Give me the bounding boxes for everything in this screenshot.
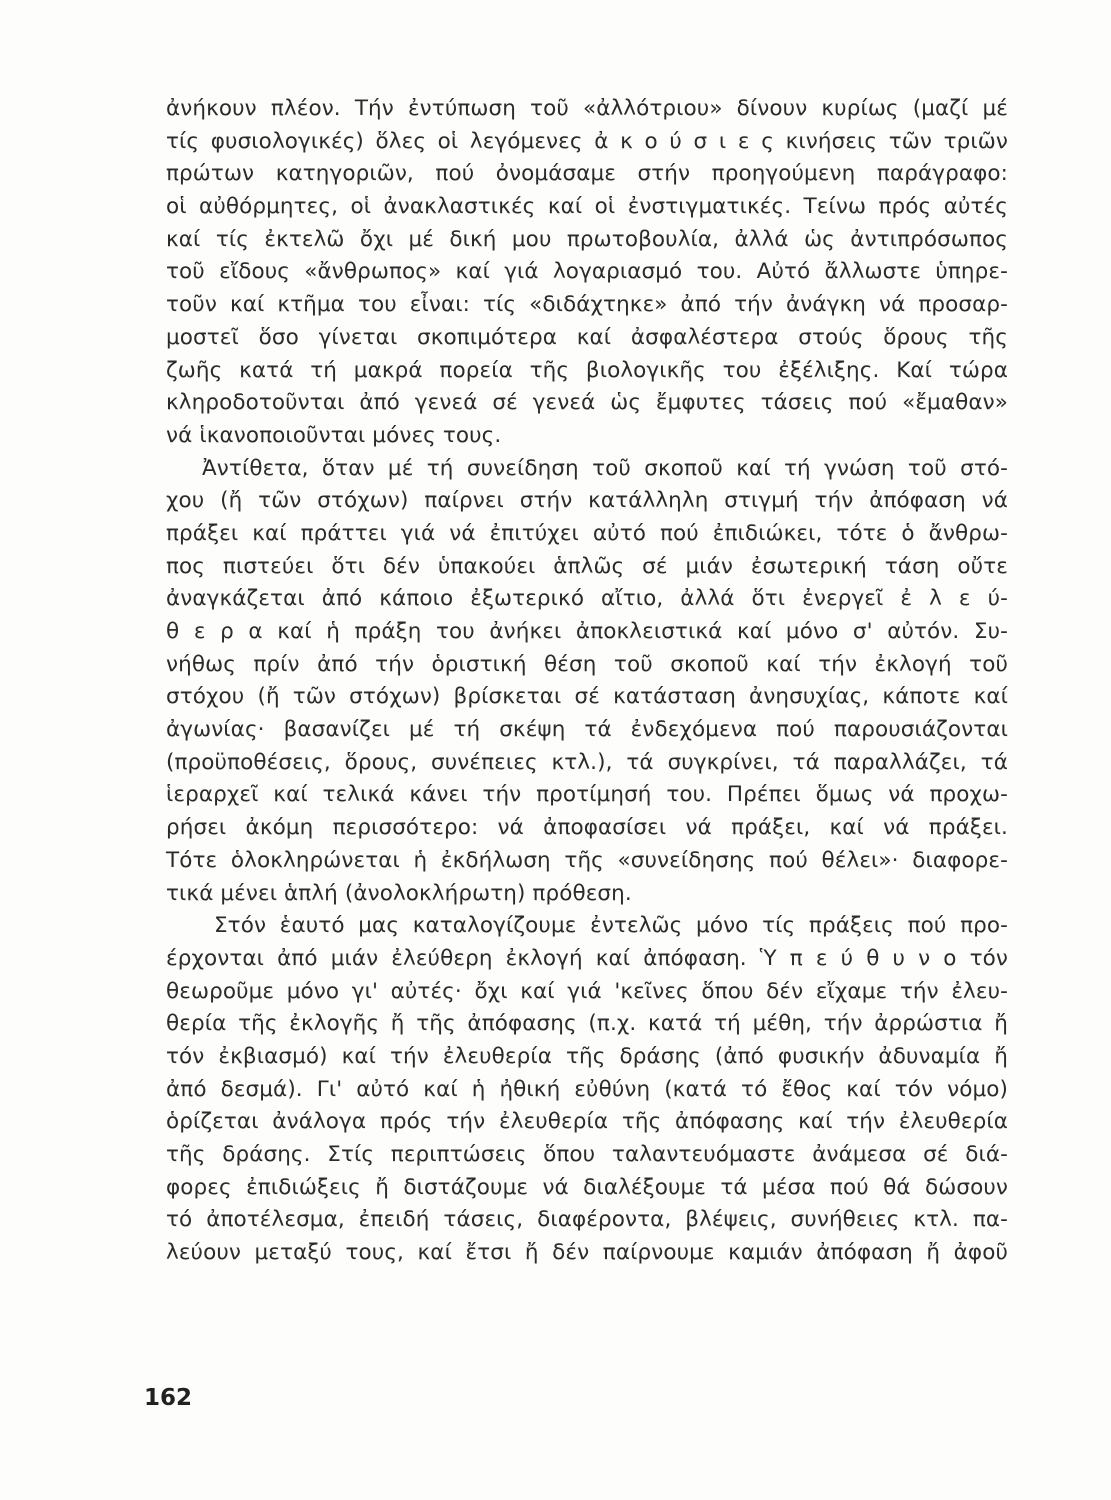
text-line: πράξει καί πράττει γιά νά ἐπιτύχει αὐτό πού ἐπιδιώκει, τότε ὁ ἄνθρω- bbox=[166, 520, 1008, 546]
text-line: Τότε ὁλοκληρώνεται ἡ ἐκδήλωση τῆς «συνείδησης πού θέλει»· διαφορε- bbox=[166, 847, 1008, 873]
text-line: ἀγωνίας· βασανίζει μέ τή σκέψη τά ἐνδεχόμενα πού παρουσιάζονται bbox=[166, 717, 1008, 743]
text-line: στόχου (ἤ τῶν στόχων) βρίσκεται σέ κατάσταση ἀνησυχίας, κάποτε καί bbox=[166, 684, 1008, 710]
text-line: ζωῆς κατά τή μακρά πορεία τῆς βιολογικῆς του ἐξέλιξης. Καί τώρα bbox=[166, 357, 1008, 383]
text-line: θ ε ρ α καί ἡ πράξη του ἀνήκει ἀποκλειστικά καί μόνο σ' αὐτόν. Συ- bbox=[166, 619, 1008, 644]
text-line: ἀνήκουν πλέον. Τήν ἐντύπωση τοῦ «ἀλλότριου» δίνουν κυρίως (μαζί μέ bbox=[166, 96, 1008, 121]
text-line: νά ἱκανοποιοῦνται μόνες τους. bbox=[166, 422, 502, 448]
text-line: Στόν ἑαυτό μας καταλογίζουμε ἐντελῶς μόνο τίς πράξεις πού προ- bbox=[214, 913, 1008, 939]
text-line: τοῦν καί κτῆμα του εἶναι: τίς «διδάχτηκε» ἀπό τήν ἀνάγκη νά προσαρ- bbox=[166, 292, 1008, 318]
text-line: τῆς δράσης. Στίς περιπτώσεις ὅπου ταλαντευόμαστε ἀνάμεσα σέ διά- bbox=[166, 1142, 1008, 1167]
text-line: χου (ἤ τῶν στόχων) παίρνει στήν κατάλληλη στιγμή τήν ἀπόφαση νά bbox=[166, 488, 1008, 514]
text-line: (προϋποθέσεις, ὅρους, συνέπειες κτλ.), τά συγκρίνει, τά παραλλάζει, τά bbox=[166, 749, 1008, 775]
text-line: κληροδοτοῦνται ἀπό γενεά σέ γενεά ὡς ἔμφυτες τάσεις πού «ἔμαθαν» bbox=[166, 390, 1008, 416]
text-line: θερία τῆς ἐκλογῆς ἤ τῆς ἀπόφασης (π.χ. κατά τή μέθη, τήν ἀρρώστια ἤ bbox=[166, 1011, 1008, 1037]
text-line: ὁρίζεται ἀνάλογα πρός τήν ἐλευθερία τῆς ἀπόφασης καί τήν ἐλευθερία bbox=[166, 1109, 1008, 1135]
text-line: τό ἀποτέλεσμα, ἐπειδή τάσεις, διαφέροντα, βλέψεις, συνήθειες κτλ. πα- bbox=[166, 1207, 1008, 1233]
text-line: τικά μένει ἁπλή (ἀνολοκλήρωτη) πρόθεση. bbox=[166, 880, 632, 906]
text-line: έρχονται ἀπό μιάν ἐλεύθερη ἐκλογή καί ἀπόφαση. Ὑ π ε ύ θ υ ν ο τόν bbox=[166, 945, 1008, 971]
text-line: θεωροῦμε μόνο γι' αὐτές· ὄχι καί γιά 'κεῖνες ὅπου δέν εἴχαμε τήν ἐλευ- bbox=[166, 978, 1008, 1004]
text-line: πρώτων κατηγοριῶν, πού ὀνομάσαμε στήν προηγούμενη παράγραφο: bbox=[166, 161, 1008, 187]
text-line: τοῦ εἴδους «ἄνθρωπος» καί γιά λογαριασμό του. Αὐτό ἄλλωστε ὑπηρε- bbox=[166, 259, 1008, 285]
text-line: ἱεραρχεῖ καί τελικά κάνει τήν προτίμησή του. Πρέπει ὅμως νά προχω- bbox=[166, 782, 1008, 808]
text-line: τίς φυσιολογικές) ὅλες οἱ λεγόμενες ἀ κ ο ύ σ ι ε ς κινήσεις τῶν τριῶν bbox=[166, 128, 1008, 154]
body-text bbox=[166, 93, 1008, 1270]
text-line: ἀπό δεσμά). Γι' αὐτό καί ἡ ἠθική εὐθύνη (κατά τό ἔθος καί τόν νόμο) bbox=[166, 1076, 1008, 1102]
text-line: πος πιστεύει ὅτι δέν ὑπακούει ἁπλῶς σέ μιάν ἐσωτερική τάση οὔτε bbox=[166, 553, 1008, 579]
text-line: νήθως πρίν ἀπό τήν ὁριστική θέση τοῦ σκοποῦ καί τήν ἐκλογή τοῦ bbox=[166, 651, 1008, 677]
text-line: λεύουν μεταξύ τους, καί ἔτσι ἤ δέν παίρνουμε καμιάν ἀπόφαση ἤ ἀφοῦ bbox=[166, 1240, 1008, 1266]
text-line: ρήσει ἀκόμη περισσότερο: νά ἀποφασίσει νά πράξει, καί νά πράξει. bbox=[166, 815, 1008, 841]
text-line: Ἀντίθετα, ὅταν μέ τή συνείδηση τοῦ σκοποῦ καί τή γνώση τοῦ στό- bbox=[202, 455, 1008, 481]
text-line: τόν ἐκβιασμό) καί τήν ἐλευθερία τῆς δράσης (ἀπό φυσικήν ἀδυναμία ἤ bbox=[166, 1043, 1008, 1069]
text-line: ἀναγκάζεται ἀπό κάποιο ἐξωτερικό αἴτιο, ἀλλά ὅτι ἐνεργεῖ ἐ λ ε ύ- bbox=[166, 586, 1008, 612]
page-number: 162 bbox=[144, 1385, 193, 1411]
text-line: φορες ἐπιδιώξεις ἤ διστάζουμε νά διαλέξουμε τά μέσα πού θά δώσουν bbox=[166, 1174, 1008, 1200]
text-line: μοστεῖ ὅσο γίνεται σκοπιμότερα καί ἀσφαλέστερα στούς ὅρους τῆς bbox=[166, 324, 1008, 350]
text-line: οἱ αὐθόρμητες, οἱ ἀνακλαστικές καί οἱ ἐνστιγματικές. Τείνω πρός αὐτές bbox=[166, 194, 1008, 220]
text-line: καί τίς ἐκτελῶ ὄχι μέ δική μου πρωτοβουλία, ἀλλά ὡς ἀντιπρόσωπος bbox=[166, 226, 1008, 252]
